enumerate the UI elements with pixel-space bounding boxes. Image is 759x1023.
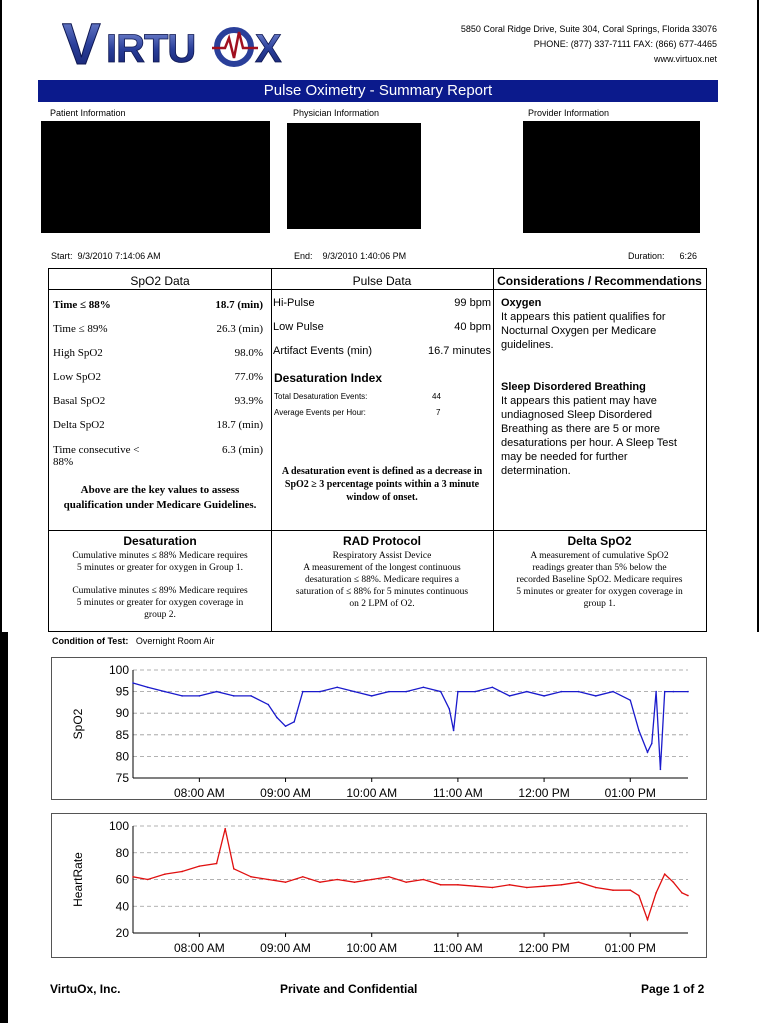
svg-text:X: X [255, 27, 282, 71]
spo2-xtick-label: 12:00 PM [518, 786, 570, 799]
spo2-ytick-label: 80 [115, 749, 129, 764]
end-time: End: 9/3/2010 1:40:06 PM [294, 251, 407, 261]
pulse-row-value: 40 bpm [454, 321, 491, 333]
time-consecutive-value: 6.3 (min) [222, 444, 263, 456]
company-address: 5850 Coral Ridge Drive, Suite 304, Coral Springs, Florida 33076 [460, 24, 717, 34]
heartrate-data-point [474, 885, 476, 887]
page-edge-left [0, 0, 2, 632]
desaturation-heading: Desaturation [123, 534, 197, 548]
pulse-row-label: Low Pulse [273, 321, 324, 333]
spo2-data-point [276, 717, 278, 719]
provider-info-label: Provider Information [528, 108, 610, 118]
heartrate-data-point [440, 884, 442, 886]
spo2-key-note: Above are the key values to assess qualification under Medicare Guidelines. [63, 484, 257, 511]
delta-spo2-heading: Delta SpO2 [567, 534, 632, 548]
footer-company: VirtuOx, Inc. [50, 982, 121, 996]
spo2-data-point [687, 691, 689, 693]
spo2-data-point [164, 691, 166, 693]
spo2-data-point [440, 691, 442, 693]
table-divider [49, 530, 706, 531]
spo2-data-point [354, 691, 356, 693]
provider-info-redacted [523, 121, 700, 233]
spo2-ytick-label: 90 [115, 706, 129, 721]
spo2-data-point [474, 691, 476, 693]
heartrate-data-point [612, 889, 614, 891]
report-title: Pulse Oximetry - Summary Report [38, 80, 718, 102]
heartrate-data-point [147, 879, 149, 881]
spo2-ylabel: SpO2 [71, 708, 85, 740]
spo2-data-point [147, 686, 149, 688]
spo2-data-point [660, 769, 662, 771]
heartrate-data-point [638, 895, 640, 897]
heartrate-data-point [216, 863, 218, 865]
spo2-chart-frame [51, 657, 707, 800]
heartrate-data-point [336, 879, 338, 881]
pulse-row-label: Artifact Events (min) [273, 345, 373, 357]
spo2-xtick-label: 11:00 AM [432, 786, 483, 799]
spo2-data-point [181, 695, 183, 697]
summary-table [48, 268, 707, 632]
page-edge-left-lower [0, 632, 8, 1023]
spo2-data-point [268, 704, 270, 706]
spo2-data-point [629, 699, 631, 701]
spo2-row-label: Time ≤ 89% [53, 323, 108, 335]
physician-info-label: Physician Information [293, 108, 380, 118]
spo2-data-point [336, 686, 338, 688]
heartrate-xtick-label: 08:00 AM [174, 941, 225, 955]
spo2-data-point [492, 686, 494, 688]
spo2-row-value: 26.3 (min) [216, 323, 263, 335]
heartrate-data-point [371, 879, 373, 881]
heartrate-chart-frame [51, 813, 707, 958]
spo2-data-point [543, 695, 545, 697]
heartrate-data-point [561, 884, 563, 886]
desaturation-text: Cumulative minutes ≤ 88% Medicare requires 5 minutes or greater for oxygen in Group 1. Cumulative minutes ≤ 89% Medicare requires 5 minutes or greater for oxygen coverage in group 2. [72, 551, 248, 620]
heartrate-xtick-label: 09:00 AM [260, 941, 311, 955]
spo2-ytick-label: 75 [115, 771, 129, 785]
spo2-data-point [388, 691, 390, 693]
heartrate-ylabel: HeartRate [71, 852, 85, 907]
spo2-data-point [371, 695, 373, 697]
heartrate-ytick-label: 60 [115, 872, 129, 887]
spo2-data-point [302, 691, 304, 693]
spo2-data-point [526, 691, 528, 693]
spo2-data-point [638, 730, 640, 732]
spo2-row-value: 18.7 (min) [215, 299, 263, 311]
heartrate-data-point [285, 881, 287, 883]
heartrate-data-point [543, 885, 545, 887]
spo2-data-point [453, 730, 455, 732]
spo2-row-label: Delta SpO2 [53, 419, 105, 431]
spo2-data-point [293, 721, 295, 723]
spo2-row-label: High SpO2 [53, 347, 103, 359]
spo2-row-label: Time ≤ 88% [53, 299, 111, 311]
spo2-ytick-label: 100 [108, 663, 129, 677]
heartrate-ytick-label: 40 [115, 899, 129, 914]
spo2-data-point [319, 691, 321, 693]
spo2-data-point [132, 682, 134, 684]
total-desat-value: 44 [432, 392, 441, 401]
spo2-row-value: 18.7 (min) [216, 419, 263, 431]
heartrate-xtick-label: 12:00 PM [518, 941, 570, 955]
physician-info-redacted [287, 123, 421, 229]
spo2-data-point [457, 691, 459, 693]
spo2-xtick-label: 10:00 AM [346, 786, 398, 799]
company-phone: PHONE: (877) 337-7111 FAX: (866) 677-4465 [533, 39, 717, 49]
heartrate-data-point [250, 876, 252, 878]
delta-spo2-text: A measurement of cumulative SpO2 readings greater than 5% below the recorded Baseline SpO2. Medicare requires 5 minutes or greater for oxygen coverage in group 1. [516, 551, 683, 609]
heartrate-data-point [509, 884, 511, 886]
heartrate-ytick-label: 100 [108, 819, 129, 833]
heartrate-xtick-label: 01:00 PM [604, 941, 656, 955]
heartrate-data-point [181, 871, 183, 873]
heartrate-data-point [405, 881, 407, 883]
heartrate-ytick-label: 80 [115, 845, 129, 860]
heartrate-data-point [164, 873, 166, 875]
rad-protocol-heading: RAD Protocol [343, 534, 421, 548]
heartrate-data-point [681, 892, 683, 894]
spo2-ytick-label: 95 [115, 684, 129, 699]
spo2-data-point [578, 691, 580, 693]
spo2-row-value: 77.0% [234, 371, 263, 383]
spo2-data-point [199, 695, 201, 697]
spo2-data-point [651, 743, 653, 745]
start-time: Start: 9/3/2010 7:14:06 AM [51, 251, 161, 261]
company-website: www.virtuox.net [653, 54, 717, 64]
heartrate-data-point [457, 884, 459, 886]
desaturation-definition: A desaturation event is defined as a decrease in SpO2 ≥ 3 percentage points within a 3 minute window of onset. [281, 466, 483, 503]
spo2-data-point [423, 686, 425, 688]
heartrate-ytick-label: 20 [115, 926, 129, 940]
heartrate-data-point [629, 889, 631, 891]
avg-events-value: 7 [436, 408, 441, 417]
footer-confidential: Private and Confidential [280, 982, 418, 996]
heartrate-data-point [354, 881, 356, 883]
spo2-data-point [595, 695, 597, 697]
pulse-row-label: Hi-Pulse [273, 297, 315, 309]
avg-events-label: Average Events per Hour: [274, 408, 366, 417]
spo2-data-point [664, 691, 666, 693]
patient-info-label: Patient Information [50, 108, 126, 118]
spo2-chart [52, 658, 706, 799]
spo2-data-point [285, 725, 287, 727]
spo2-data-point [233, 695, 235, 697]
heartrate-data-point [492, 887, 494, 889]
spo2-row-value: 93.9% [234, 395, 263, 407]
spo2-data-point [509, 695, 511, 697]
heartrate-xtick-label: 11:00 AM [432, 941, 483, 955]
spo2-data-point [448, 708, 450, 710]
spo2-row-label: Basal SpO2 [53, 395, 106, 407]
oxygen-recommendation: Oxygen It appears this patient qualifies for Nocturnal Oxygen per Medicare guidelines. [501, 297, 666, 351]
spo2-ytick-label: 85 [115, 727, 129, 742]
spo2-data-point [655, 691, 657, 693]
heartrate-data-point [388, 876, 390, 878]
time-consecutive-label: Time consecutive < 88% [53, 444, 140, 468]
heartrate-data-point [224, 828, 226, 830]
heartrate-data-point [595, 887, 597, 889]
spo2-data-point [647, 751, 649, 753]
heartrate-xtick-label: 10:00 AM [346, 941, 398, 955]
heartrate-data-point [664, 873, 666, 875]
spo2-xtick-label: 08:00 AM [174, 786, 225, 799]
spo2-xtick-label: 09:00 AM [260, 786, 311, 799]
rad-protocol-text: Respiratory Assist Device A measurement of the longest continuous desaturation ≤ 88%. Medicare requires a saturation of ≤ 88% for 5 minutes continuous on 2 LPM of O2. [295, 551, 469, 609]
spo2-data-heading: SpO2 Data [130, 274, 190, 288]
pulse-row-value: 99 bpm [454, 297, 491, 309]
spo2-row-value: 98.0% [234, 347, 263, 359]
company-address-block [461, 22, 717, 67]
desaturation-index-heading: Desaturation Index [274, 371, 383, 385]
total-desat-label: Total Desaturation Events: [274, 392, 368, 401]
heartrate-data-point [578, 881, 580, 883]
spo2-data-point [561, 691, 563, 693]
spo2-data-point [673, 691, 675, 693]
considerations-heading: Considerations / Recommendations [497, 274, 702, 288]
patient-info-redacted [41, 121, 270, 233]
heartrate-data-point [268, 879, 270, 881]
spo2-data-point [405, 691, 407, 693]
spo2-data-point [612, 691, 614, 693]
heartrate-data-point [673, 881, 675, 883]
spo2-xtick-label: 01:00 PM [604, 786, 656, 799]
spo2-data-point [250, 695, 252, 697]
heartrate-data-point [319, 881, 321, 883]
heartrate-data-point [423, 879, 425, 881]
footer-page-number: Page 1 of 2 [641, 982, 705, 996]
pulse-row-value: 16.7 minutes [428, 345, 491, 357]
heartrate-data-point [132, 876, 134, 878]
pulse-data-heading: Pulse Data [352, 274, 412, 288]
heartrate-data-point [302, 876, 304, 878]
condition-of-test: Condition of Test: Overnight Room Air [52, 636, 215, 646]
heartrate-chart [52, 814, 706, 957]
heartrate-data-point [647, 919, 649, 921]
sleep-recommendation: Sleep Disordered Breathing It appears this patient may have undiagnosed Sleep Disordered Breathing as there are 5 or more desaturations per hour. A Sleep Test may be needed for further determination. [501, 381, 677, 477]
heartrate-data-point [233, 868, 235, 870]
heartrate-data-point [526, 887, 528, 889]
heartrate-data-point [199, 865, 201, 867]
svg-text:IRTU: IRTU [106, 27, 196, 71]
svg-text:V: V [62, 14, 98, 74]
heartrate-data-point [687, 895, 689, 897]
spo2-row-label: Low SpO2 [53, 371, 101, 383]
heartrate-data-point [655, 892, 657, 894]
spo2-data-point [216, 691, 218, 693]
virtuox-logo [62, 14, 324, 74]
duration: Duration: 6:26 [628, 251, 698, 261]
table-divider [49, 289, 706, 290]
